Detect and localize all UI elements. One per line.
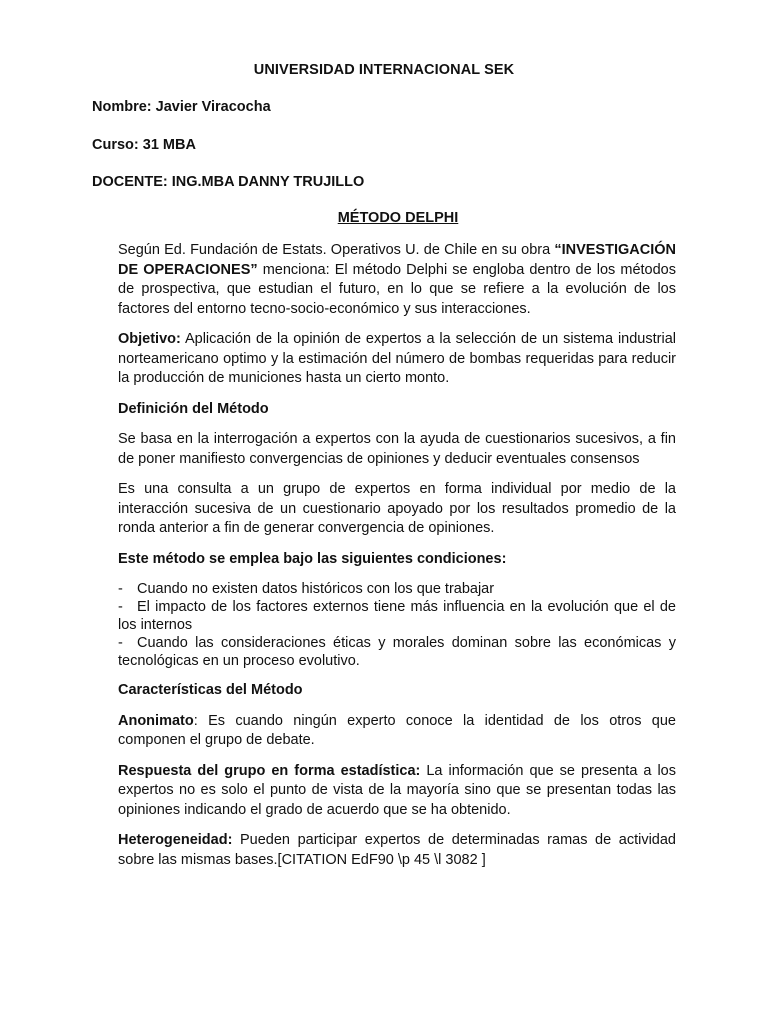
condition-text: El impacto de los factores externos tiene más influencia en la evolución que el de los internos [118, 599, 676, 633]
document-title: MÉTODO DELPHI [337, 210, 459, 226]
list-item [118, 634, 676, 670]
statistical-response-text: La información que se presenta a los expertos no es solo el punto de vista de la mayoría sino que se presentan todas las opiniones indicando el grado de acuerdo que se ha obtenido. [118, 762, 676, 818]
intro-before: Según Ed. Fundación de Estats. Operativos U. de Chile en su obra [118, 242, 555, 258]
dash-marker: - [118, 581, 123, 597]
conditions-heading: Este método se emplea bajo las siguientes condiciones: [118, 550, 507, 567]
list-item [118, 598, 676, 634]
heterogeneity-text: Pueden participar expertos de determinadas ramas de actividad sobre las mismas bases.[CITATION EdF90 \p 45 \l 3082 ] [118, 832, 676, 868]
anonymity-text: : Es cuando ningún experto conoce la identidad de los otros que componen el grupo de debate. [118, 712, 676, 748]
objective-label: Objetivo: [118, 331, 181, 347]
dash-marker: - [118, 599, 123, 615]
objective-text: Aplicación de la opinión de expertos a la selección de un sistema industrial norteamericano optimo y la estimación del número de bombas requeridas para reducir la producción de municiones hasta un cierto monto. [118, 331, 676, 386]
institution-title: UNIVERSIDAD INTERNACIONAL SEK [253, 62, 515, 78]
definition-heading: Definición del Método [118, 400, 269, 417]
conditions-list [118, 580, 676, 670]
intro-after: menciona: El método Delphi se engloba dentro de los métodos de prospectiva, que estudian el futuro, en lo que se refiere a la evolución de los factores del entorno tecno-socio-económico y sus interacciones. [118, 261, 676, 317]
anonymity-label: Anonimato [118, 712, 194, 729]
objective-paragraph [118, 330, 676, 389]
statistical-response-label: Respuesta del grupo en forma estadística: [118, 762, 421, 779]
definition-paragraph-2: Es una consulta a un grupo de expertos en forma individual por medio de la interacción sucesiva de un cuestionario apoyado por los resultados promedio de la ronda anterior a fin de generar convergencia de opiniones. [118, 481, 676, 536]
teacher-line: DOCENTE: ING.MBA DANNY TRUJILLO [92, 174, 365, 190]
document-body [118, 241, 676, 881]
heterogeneity-label: Heterogeneidad: [118, 832, 233, 848]
characteristics-heading: Características del Método [118, 682, 303, 698]
intro-paragraph [118, 241, 676, 319]
anonymity-paragraph [118, 712, 676, 751]
list-item [118, 580, 676, 598]
definition-paragraph-1: Se basa en la interrogación a expertos con la ayuda de cuestionarios sucesivos, a fin de poner manifiesto convergencias de opiniones y deducir eventuales consensos [118, 431, 676, 467]
course-line: Curso: 31 MBA [92, 137, 196, 153]
student-name: Nombre: Javier Viracocha [92, 99, 271, 115]
condition-text: Cuando no existen datos históricos con los que trabajar [137, 581, 495, 597]
heterogeneity-paragraph [118, 831, 676, 870]
condition-text: Cuando las consideraciones éticas y morales dominan sobre las económicas y tecnológicas en un proceso evolutivo. [118, 635, 676, 669]
statistical-response-paragraph [118, 762, 676, 821]
book-title: “INVESTIGACIÓN DE OPERACIONES” [118, 242, 676, 278]
dash-marker: - [118, 635, 123, 651]
